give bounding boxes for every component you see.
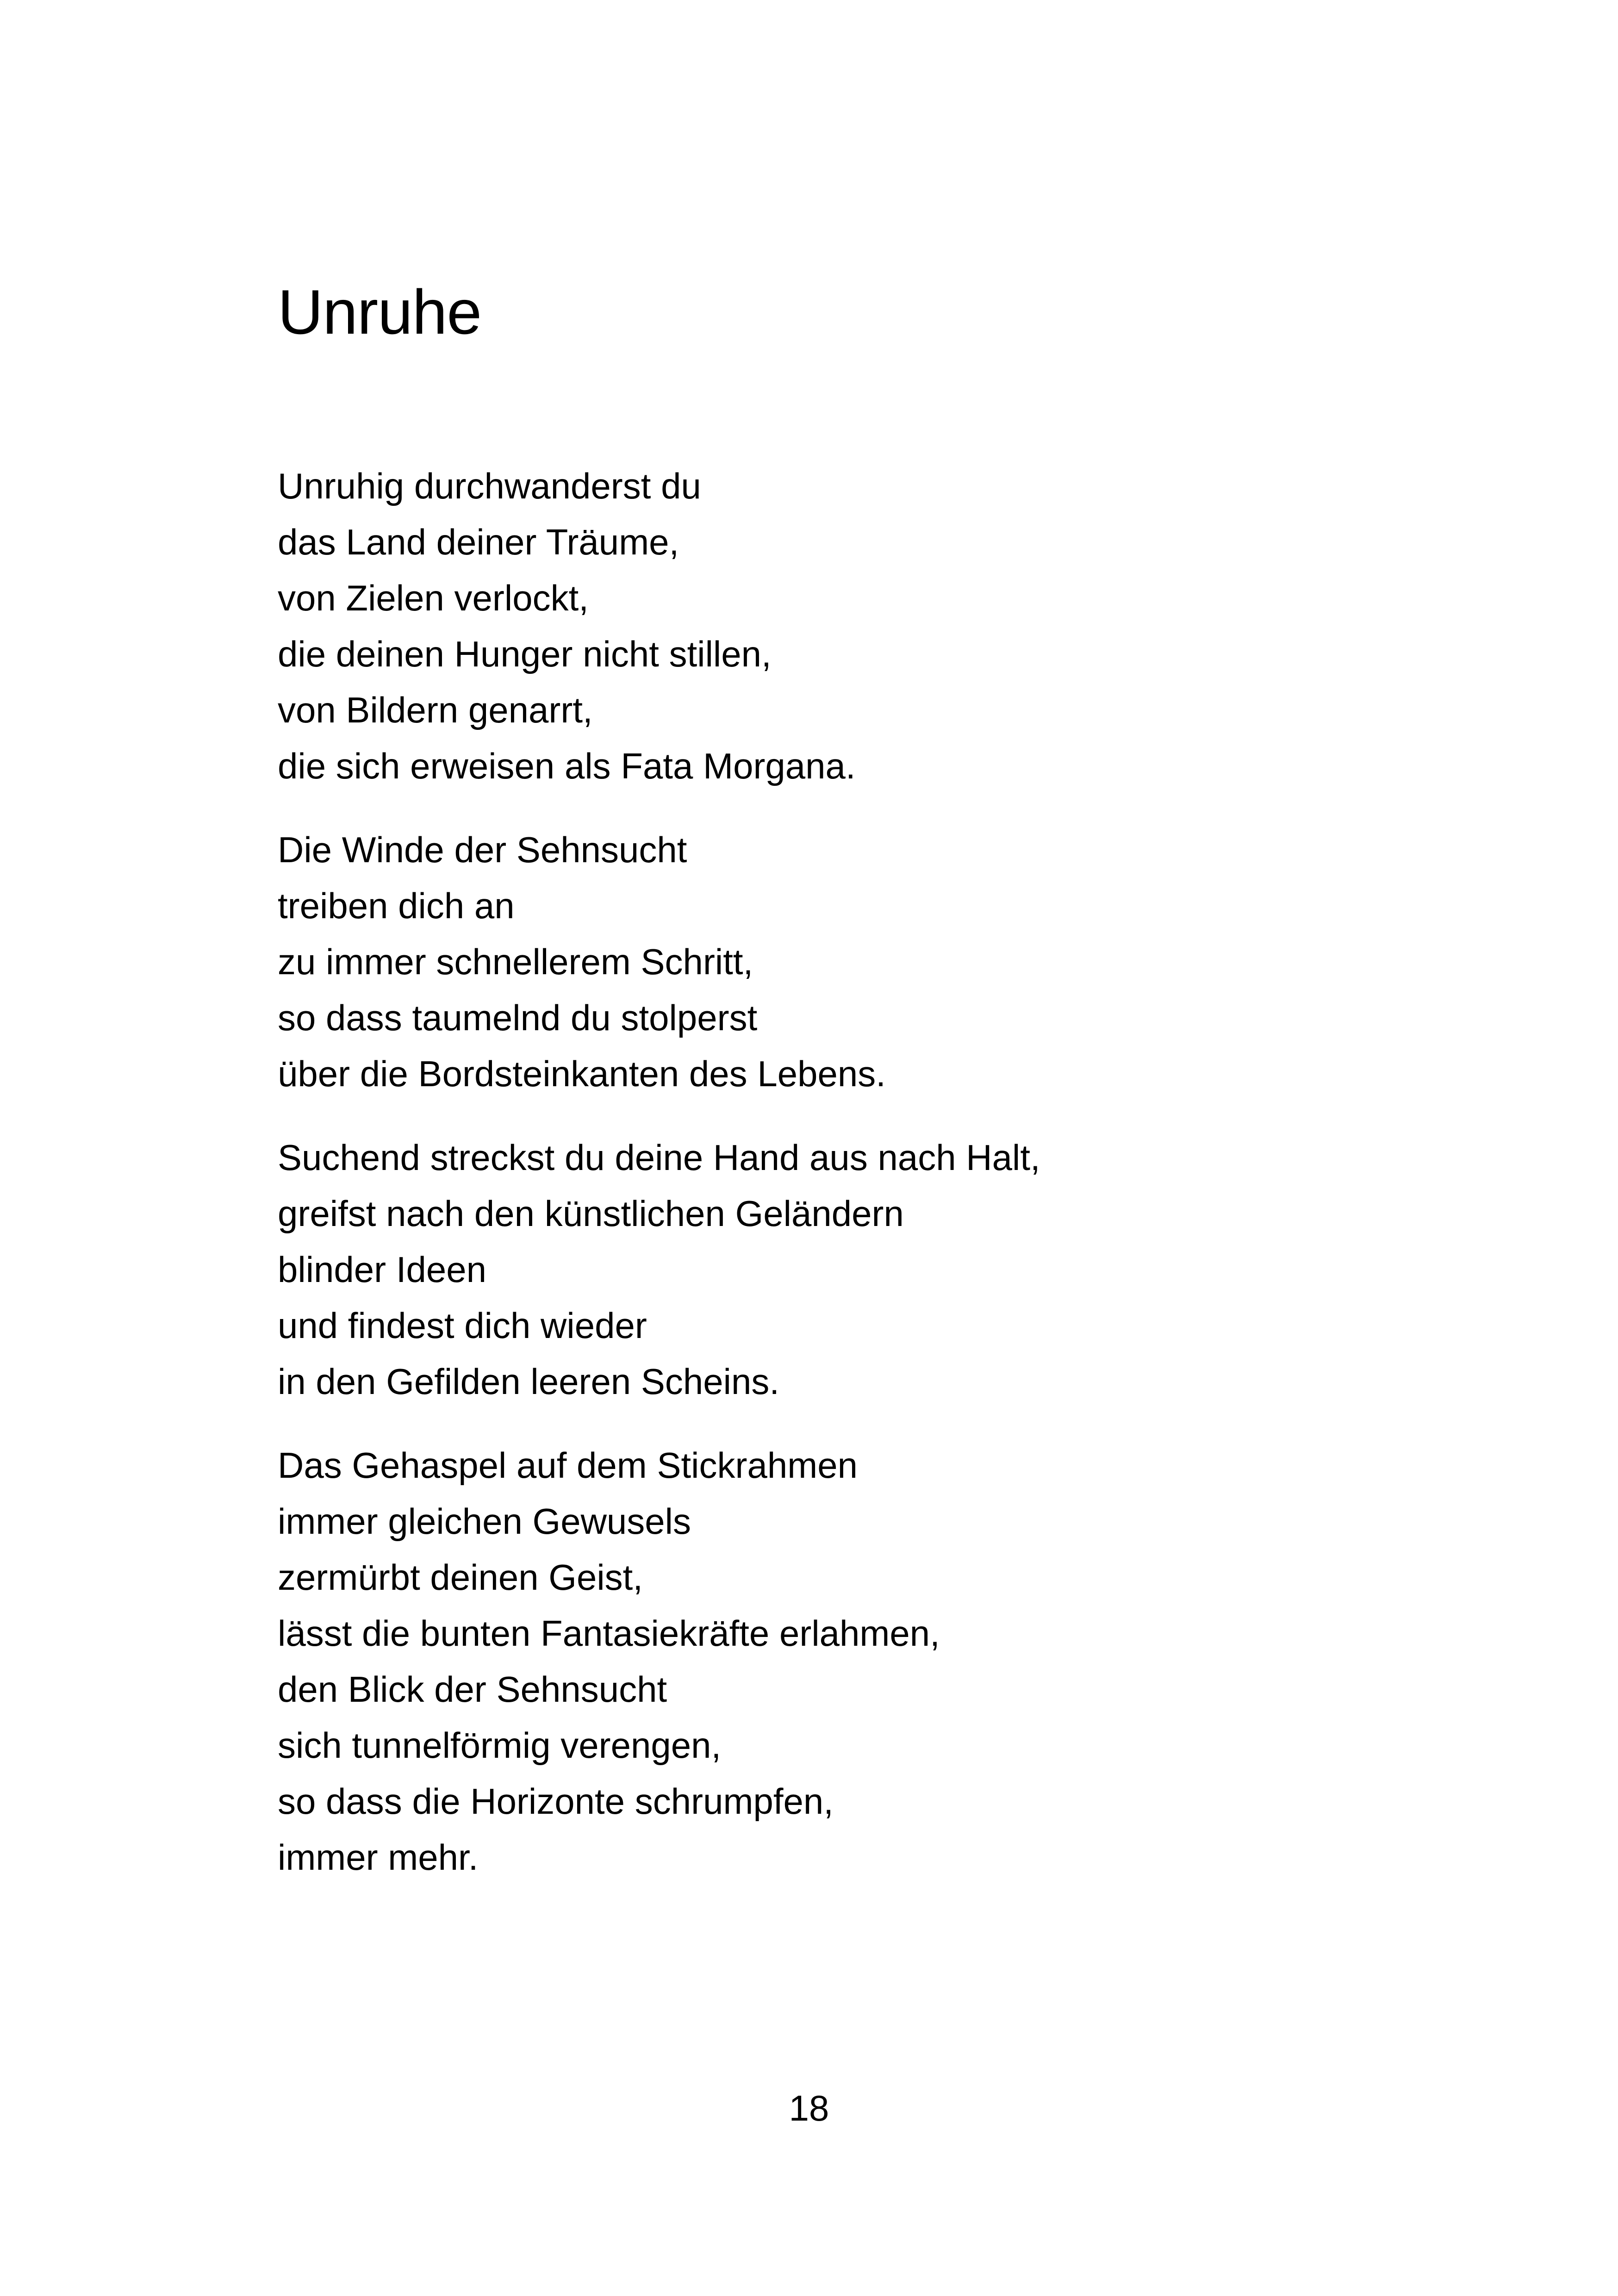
poem-line: so dass die Horizonte schrumpfen, [278,1781,834,1822]
poem-line: über die Bordsteinkanten des Lebens. [278,1053,886,1094]
poem-line: so dass taumelnd du stolperst [278,997,758,1038]
stanza-1 [278,458,1388,794]
poem-line: zu immer schnellerem Schritt, [278,941,753,982]
poem-body [278,458,1388,1913]
poem-line: sich tunnelförmig verengen, [278,1725,722,1766]
poem-line: von Zielen verlockt, [278,578,589,618]
poem-title: Unruhe [278,277,482,347]
poem-line: die deinen Hunger nicht stillen, [278,634,772,674]
poem-line: den Blick der Sehnsucht [278,1669,667,1710]
poem-line: Die Winde der Sehnsucht [278,829,687,870]
poem-line: immer mehr. [278,1837,479,1878]
page-number: 18 [789,2088,829,2128]
stanza-2 [278,822,1388,1102]
poem-line: lässt die bunten Fantasiekräfte erlahmen, [278,1613,940,1654]
poem-line: Unruhig durchwanderst du [278,466,701,506]
stanza-3 [278,1130,1388,1410]
poem-line: greifst nach den künstlichen Geländern [278,1193,904,1234]
poem-line: zermürbt deinen Geist, [278,1557,643,1598]
stanza-4 [278,1437,1388,1885]
poem-line: von Bildern genarrt, [278,690,593,730]
poem-line: immer gleichen Gewusels [278,1501,691,1542]
poem-line: und findest dich wieder [278,1305,647,1346]
poem-line: Suchend streckst du deine Hand aus nach Halt, [278,1137,1040,1178]
poem-line: in den Gefilden leeren Scheins. [278,1361,780,1402]
poem-line: treiben dich an [278,885,515,926]
poem-line: das Land deiner Träume, [278,522,679,562]
poem-line: die sich erweisen als Fata Morgana. [278,746,856,786]
poem-line: blinder Ideen [278,1249,487,1290]
poem-line: Das Gehaspel auf dem Stickrahmen [278,1445,858,1486]
